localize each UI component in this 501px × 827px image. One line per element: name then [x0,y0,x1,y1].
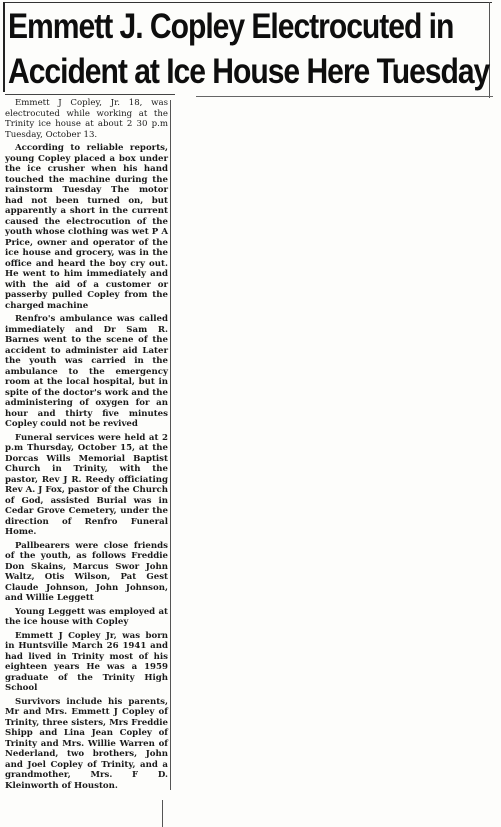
article-lead: Emmett J Copley, Jr. 18, was electrocuted while working at the Trinity ice house at about 2 30 p.m Tuesday, October 13. [5,98,168,140]
headline-line-2: Accident at Ice House Here Tuesday [8,52,490,91]
headline-rule-right [196,96,493,97]
article-paragraph: Survivors include his parents, Mr and Mrs. Emmett J Copley of Trinity, three sisters, Mrs Freddie Shipp and Lina Jean Copley of Trinity and Mrs. Willie Warren of Nederland, two brothers, John and Joel Copley of Trinity, and a grandmother, Mrs. F D. Kleinworth of Houston. [5,696,168,791]
article-paragraph: Funeral services were held at 2 p.m Thursday, October 15, at the Dorcas Wills Memorial Baptist Church in Trinity, with the pastor, Rev J R. Reedy officiating Rev A. J Fox, pastor of the Church of God, assisted Burial was in Cedar Grove Cemetery, under the direction of Renfro Funeral Home. [5,432,168,537]
headline-rule [5,94,175,95]
headline [8,4,490,94]
headline-box-left-border [3,2,5,92]
article-paragraph: Young Leggett was employed at the ice house with Copley [5,606,168,627]
article-paragraph: According to reliable reports, young Copley placed a box under the ice crusher when his hand touched the machine during the rainstorm Tuesday The motor had not been turned on, but apparently a short in the current caused the electrocution of the youth whose clothing was wet P A Price, owner and operator of the ice house and grocery, was in the office and heard the boy cry out. He went to him immediately and with the aid of a customer or passerby pulled Copley from the charged machine [5,143,168,311]
column-rule [170,100,171,790]
article-paragraph: Renfro's ambulance was called immediately and Dr Sam R. Barnes went to the scene of the accident to administer aid Later the youth was carried in the ambulance to the emergency room at the local hospital, but in spite of the doctor's work and the administering of oxygen for an hour and thirty five minutes Copley could not be revived [5,314,168,429]
headline-box-top-border [4,2,492,3]
article-paragraph: Pallbearers were close friends of the youth, as follows Freddie Don Skains, Marcus Swor John Waltz, Otis Wilson, Pat Gest Claude Johnson, John Johnson, and Willie Leggett [5,540,168,603]
headline-line-1: Emmett J. Copley Electrocuted in [8,7,454,46]
article-body [5,98,168,794]
article-paragraph: Emmett J Copley Jr, was born in Huntsville March 26 1941 and had lived in Trinity most of his eighteen years He was a 1959 graduate of the Trinity High School [5,630,168,693]
column-rule-bottom [162,800,163,827]
